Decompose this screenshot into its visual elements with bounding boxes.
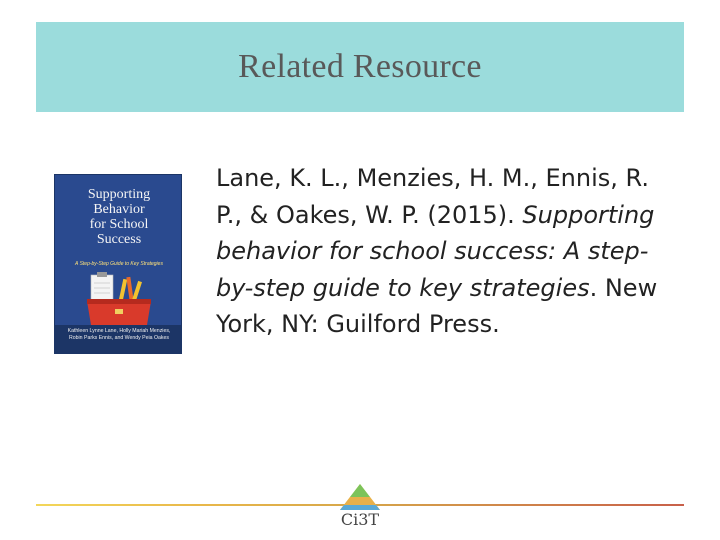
ci3t-logo (336, 482, 384, 536)
citation-authors-year: Lane, K. L., Menzies, H. M., Ennis, R. P., & Oakes, W. P. (2015). (216, 164, 649, 229)
triangle-logo-icon (336, 482, 384, 512)
book-cover (54, 174, 182, 354)
citation-text (216, 160, 666, 343)
book-authors-line: Kathleen Lynne Lane, Holly Mariah Menzies, (67, 328, 171, 334)
book-authors-line: Robin Parks Ennis, and Wendy Peia Oakes (69, 335, 169, 341)
book-title-line: Success (96, 232, 142, 247)
book-title-line: Supporting (87, 187, 151, 202)
book-title-line: for School (89, 217, 149, 232)
logo-text: Ci3T (340, 510, 380, 529)
book-title-line: Behavior (93, 202, 145, 217)
book-cover-title (55, 187, 182, 247)
book-cover-authors (55, 325, 182, 353)
book-cover-subtitle: A Step-by-Step Guide to Key Strategies (75, 261, 163, 267)
citation-title: Supporting behavior for school success: A step-by-step guide to key strategies (216, 200, 655, 302)
slide-title: Related Resource (238, 48, 482, 85)
citation-publisher: . New York, NY: Guilford Press. (216, 273, 658, 338)
toolbox-illustration (81, 271, 157, 327)
title-banner (36, 22, 684, 112)
